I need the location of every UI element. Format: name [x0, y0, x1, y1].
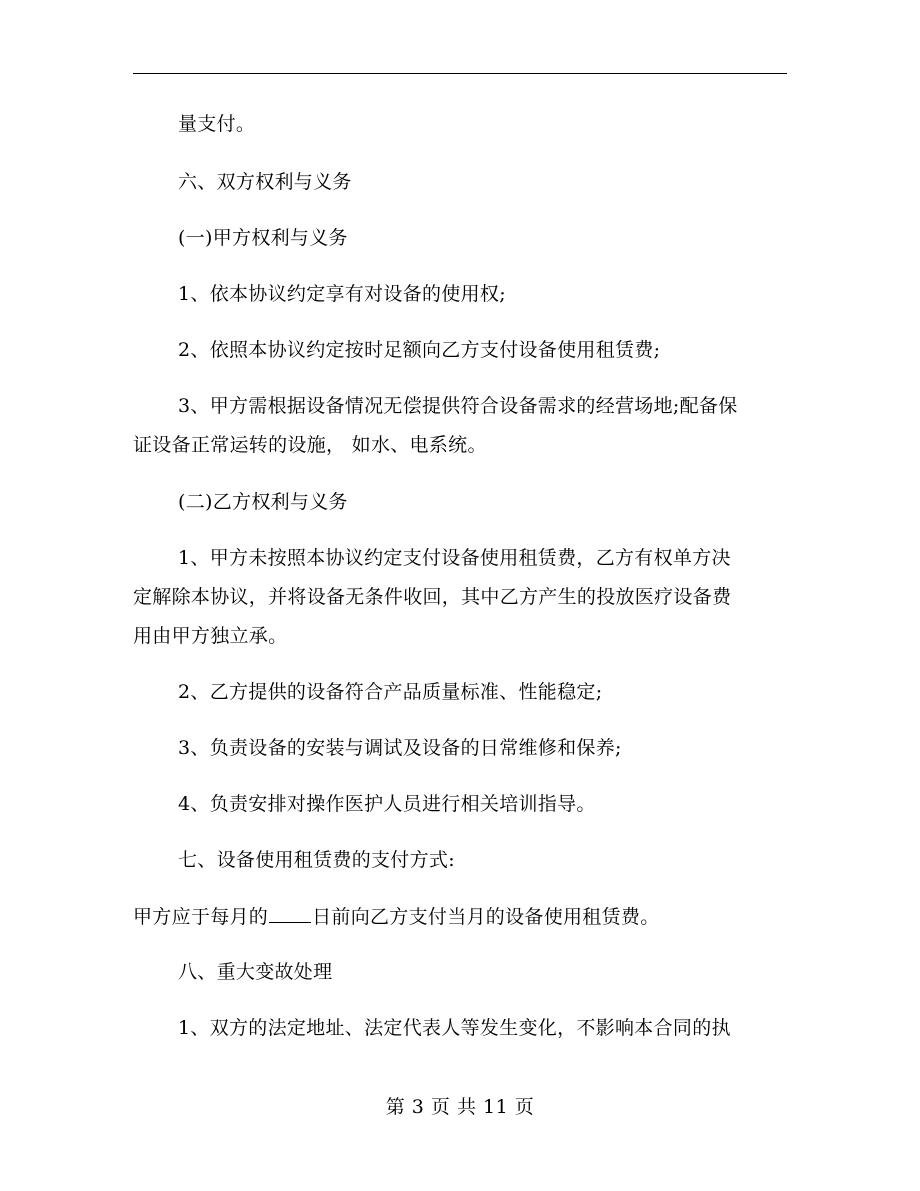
text-line: 量支付。	[178, 113, 256, 135]
section-heading: 八、重大变故处理	[178, 961, 333, 983]
list-item-continuation: 用由甲方独立承。	[133, 625, 288, 647]
list-item: 2、依照本协议约定按时足额向乙方支付设备使用租赁费;	[178, 339, 661, 361]
list-item-continuation: 定解除本协议，并将设备无条件收回，其中乙方产生的投放医疗设备费	[133, 586, 732, 608]
payment-line	[133, 904, 660, 929]
list-item: 3、负责设备的安装与调试及设备的日常维修和保养;	[178, 737, 622, 759]
list-item: 2、乙方提供的设备符合产品质量标准、性能稳定;	[178, 681, 603, 703]
section-heading: 七、设备使用租赁费的支付方式:	[178, 849, 455, 871]
page-number: 第 3 页 共 11 页	[385, 1096, 535, 1118]
list-item: 1、依本协议约定享有对设备的使用权;	[178, 283, 506, 305]
subsection-heading: (二)乙方权利与义务	[178, 491, 348, 513]
payment-line-before: 甲方应于每月的	[133, 906, 269, 928]
fill-in-blank[interactable]	[269, 904, 311, 923]
list-item: 1、甲方未按照本协议约定支付设备使用租赁费，乙方有权单方决	[178, 547, 731, 569]
payment-line-after: 日前向乙方支付当月的设备使用租赁费。	[312, 906, 660, 928]
list-item-continuation: 证设备正常运转的设施， 如水、电系统。	[133, 434, 487, 456]
subsection-heading: (一)甲方权利与义务	[178, 227, 348, 249]
header-rule	[133, 73, 787, 74]
list-item: 4、负责安排对操作医护人员进行相关培训指导。	[178, 793, 596, 815]
list-item: 1、双方的法定地址、法定代表人等发生变化，不影响本合同的执	[178, 1017, 731, 1039]
list-item: 3、甲方需根据设备情况无偿提供符合设备需求的经营场地;配备保	[178, 395, 738, 417]
section-heading: 六、双方权利与义务	[178, 171, 352, 193]
